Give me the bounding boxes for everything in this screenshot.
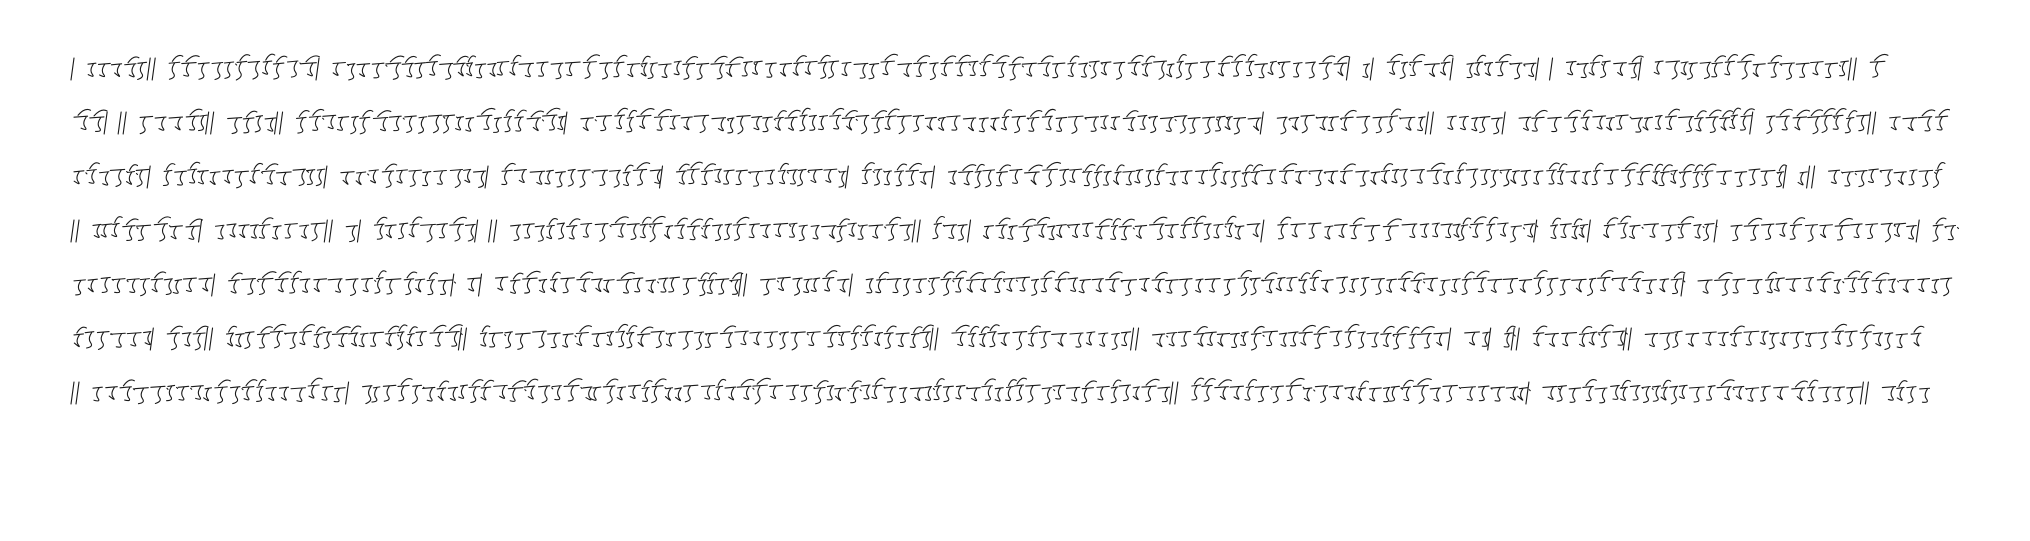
manuscript-line [70,256,1960,310]
manuscript-line [70,202,1960,256]
handwriting-path [71,216,1958,242]
handwriting-strokes [70,264,1955,304]
handwriting-strokes [70,318,1930,358]
handwriting-path [71,378,1930,404]
manuscript-line [70,364,1960,418]
handwriting-strokes [70,372,1930,412]
manuscript-line [70,148,1960,202]
manuscript-line [70,94,1960,148]
handwriting-path [74,162,1945,188]
manuscript-line [70,40,1960,94]
handwriting-path [74,108,1950,134]
manuscript-line [70,310,1960,364]
manuscript-text-block [70,40,1960,418]
handwriting-path [71,54,1888,80]
handwriting-path [74,270,1952,296]
handwriting-strokes [70,210,1960,250]
handwriting-strokes [70,102,1950,142]
handwriting-strokes [70,156,1950,196]
handwriting-strokes [70,48,1890,88]
handwriting-path [74,324,1924,350]
